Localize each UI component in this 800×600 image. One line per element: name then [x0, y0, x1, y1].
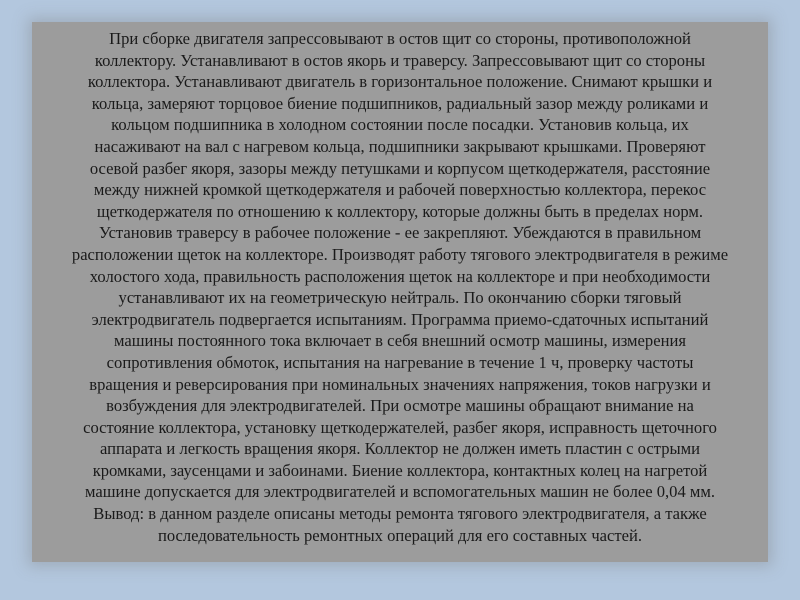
slide-body-text: При сборке двигателя запрессовывают в остов щит со стороны, противоположной коллектору. Устанавливают в остов якорь и траверсу. Запрессовывают щит со стороны коллектора. Устанавливают двигатель в горизонтальное положение. Снимают крышки и кольца, замеряют торцовое биение подшипников, радиальный зазор между роликами и кольцом подшипника в холодном состоянии после посадки. Установив кольца, их насаживают на вал с нагревом кольца, подшипники закрывают крышками. Проверяют осевой разбег якоря, зазоры между петушками и корпусом щеткодержателя, расстояние между нижней кромкой щеткодержателя и рабочей поверхностью коллектора, перекос щеткодержателя по отношению к коллектору, которые должны быть в пределах норм. Установив траверсу в рабочее положение - ее закрепляют. Убеждаются в правильном расположении щеток на коллекторе. Производят работу тягового электродвигателя в режиме холостого хода, правильность расположения щеток на коллекторе и при необходимости устанавливают их на геометрическую нейтраль. По окончанию сборки тяговый электродвигатель подвергается испытаниям. Программа приемо-сдаточных испытаний машины постоянного тока включает в себя внешний осмотр машины, измерения сопротивления обмоток, испытания на нагревание в течение 1 ч, проверку частоты вращения и реверсирования при номинальных значениях напряжения, токов нагрузки и возбуждения для электродвигателей. При осмотре машины обращают внимание на состояние коллектора, установку щеткодержателей, разбег якоря, исправность щеточного аппарата и легкость вращения якоря. Коллектор не должен иметь пластин с острыми кромками, заусенцами и забоинами. Биение коллектора, контактных колец на нагретой машине допускается для электродвигателей и вспомогательных машин не более 0,04 мм. Вывод: в данном разделе описаны методы ремонта тягового электродвигателя, а также последовательность ремонтных операций для его составных частей. — [71, 29, 729, 545]
